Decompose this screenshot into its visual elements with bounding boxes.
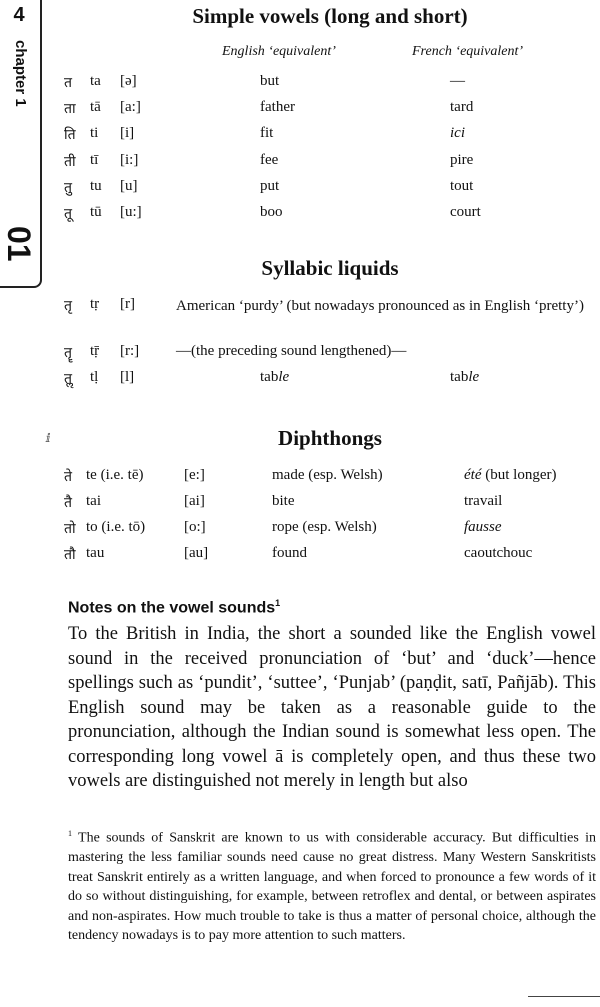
- vowel-row: [0, 125, 600, 149]
- french-equivalent: —: [450, 73, 465, 89]
- french-equivalent: ici: [450, 125, 465, 141]
- english-equivalent: rope (esp. Welsh): [272, 519, 377, 535]
- romanization: tu: [90, 178, 102, 194]
- chapter-label: chapter 1: [12, 40, 29, 107]
- notes-heading-text: Notes on the vowel sounds: [68, 599, 276, 617]
- english-equivalent: but: [260, 73, 280, 89]
- romanization: tā: [90, 99, 101, 115]
- devanagari-glyph: ते: [64, 469, 72, 485]
- romanization: tau: [86, 545, 105, 561]
- french-word: été: [464, 467, 482, 483]
- diphthong-row: [0, 545, 600, 569]
- ipa: [u:]: [120, 204, 142, 220]
- ipa: [ai]: [184, 493, 205, 509]
- footnote: [68, 824, 596, 946]
- french-equivalent: travail: [464, 493, 503, 509]
- devanagari-glyph: ता: [64, 101, 76, 117]
- notes-paragraph: To the British in India, the short a sounded like the English vowel sound in the received pronunciation of ‘but’ and ‘duck’—hence spellings such as ‘pundit’, ‘suttee’, ‘Punjab’ (paṇḍit, satī, Pañjāb). This English sound may be taken as a reasonable guide to the pronunciation, although the Indian sound is somewhat less open. The corresponding long vowel ā is completely open, and thus these two vowels are distinguished not merely in length but also: [68, 624, 596, 791]
- ipa: [r:]: [120, 343, 140, 359]
- vowel-row: [0, 178, 600, 202]
- romanization: tī: [90, 152, 99, 168]
- romanization: to (i.e. tō): [86, 519, 146, 535]
- english-equivalent: fit: [260, 125, 274, 141]
- romanization: tai: [86, 493, 101, 509]
- liquid-row: [0, 369, 600, 393]
- vowel-row: [0, 73, 600, 97]
- english-equivalent: —(the preceding sound lengthened)—: [176, 343, 407, 359]
- romanization: tū: [90, 204, 102, 220]
- ipa: [o:]: [184, 519, 206, 535]
- devanagari-glyph: ति: [64, 127, 76, 143]
- devanagari-glyph: तो: [64, 521, 76, 537]
- chapter-number: 01: [1, 226, 37, 262]
- devanagari-glyph: तृ: [64, 298, 72, 314]
- french-equivalent: fausse: [464, 519, 502, 535]
- french-equivalent: caoutchouc: [464, 545, 533, 561]
- devanagari-glyph: तॢ: [64, 371, 72, 387]
- vowel-row: [0, 99, 600, 123]
- french-equivalent: tard: [450, 99, 474, 115]
- devanagari-glyph: तू: [64, 206, 72, 222]
- ipa: [au]: [184, 545, 209, 561]
- vowel-row: [0, 204, 600, 228]
- diphthong-row: [0, 467, 600, 491]
- syllabic-liquids-heading: Syllabic liquids: [261, 256, 399, 280]
- romanization: ta: [90, 73, 101, 89]
- english-equivalent: American ‘purdy’ (but nowadays pronounced as in English ‘pretty’): [176, 298, 584, 314]
- diphthongs-heading: Diphthongs: [278, 426, 382, 450]
- vowel-row: [0, 152, 600, 176]
- english-equivalent: boo: [260, 204, 283, 220]
- page-edge-line: [528, 996, 600, 997]
- ipa: [e:]: [184, 467, 205, 483]
- notes-heading: [68, 598, 280, 617]
- english-ending: le: [278, 369, 290, 385]
- devanagari-glyph: ती: [64, 154, 76, 170]
- french-equivalent: court: [450, 204, 481, 220]
- french-ending: le: [468, 369, 480, 385]
- ipa: [u]: [120, 178, 138, 194]
- french-note: (but longer): [481, 467, 557, 483]
- diphthong-row: [0, 519, 600, 543]
- french-equivalent: [464, 467, 556, 484]
- english-stem: tab: [260, 369, 279, 385]
- page-number: 4: [13, 4, 25, 26]
- diphthong-row: [0, 493, 600, 517]
- devanagari-glyph: त: [64, 75, 72, 91]
- liquid-row: [0, 343, 600, 367]
- ipa: [i:]: [120, 152, 139, 168]
- ipa: [i]: [120, 125, 135, 141]
- devanagari-glyph: तै: [64, 495, 72, 511]
- devanagari-glyph: तौ: [64, 547, 76, 563]
- romanization: ti: [90, 125, 99, 141]
- english-equivalent: fee: [260, 152, 279, 168]
- english-column-header: English ‘equivalent’: [222, 44, 336, 59]
- french-equivalent: pire: [450, 152, 474, 168]
- french-equivalent: tout: [450, 178, 474, 194]
- romanization: te (i.e. tē): [86, 467, 144, 483]
- english-equivalent: bite: [272, 493, 295, 509]
- ipa: [l]: [120, 369, 135, 385]
- romanization: tṛ: [90, 296, 100, 312]
- footnote-marker: 1: [275, 598, 281, 608]
- ipa: [r]: [120, 296, 135, 312]
- devanagari-glyph: तु: [64, 180, 72, 196]
- footnote-number: 1: [68, 829, 72, 838]
- ipa: [a:]: [120, 99, 141, 115]
- romanization: tḷ: [90, 369, 99, 385]
- simple-vowels-heading: Simple vowels (long and short): [192, 4, 468, 28]
- french-equivalent: [450, 369, 479, 386]
- english-equivalent: found: [272, 545, 307, 561]
- english-equivalent: [260, 369, 289, 386]
- english-equivalent: made (esp. Welsh): [272, 467, 383, 483]
- footnote-text: The sounds of Sanskrit are known to us with considerable accuracy. But difficulties in mastering the less familiar sounds need cause no great distress. Many Western Sanskritists treat Sanskrit entirely as a written language, and when forced to pronounce a few words of it do so without distinguishing, for example, between retroflex and dental, or between aspirates and non-aspirates. How much trouble to take is thus a matter of personal choice, although the tendency nowadays is to pay more attention to such matters.: [68, 830, 596, 944]
- devanagari-glyph: तॄ: [64, 345, 72, 361]
- french-column-header: French ‘equivalent’: [412, 44, 524, 59]
- english-equivalent: put: [260, 178, 280, 194]
- stray-mark: ⅈ: [46, 431, 51, 445]
- ipa: [ə]: [120, 73, 137, 89]
- english-equivalent: father: [260, 99, 295, 115]
- french-stem: tab: [450, 369, 469, 385]
- romanization: tṝ: [90, 343, 100, 359]
